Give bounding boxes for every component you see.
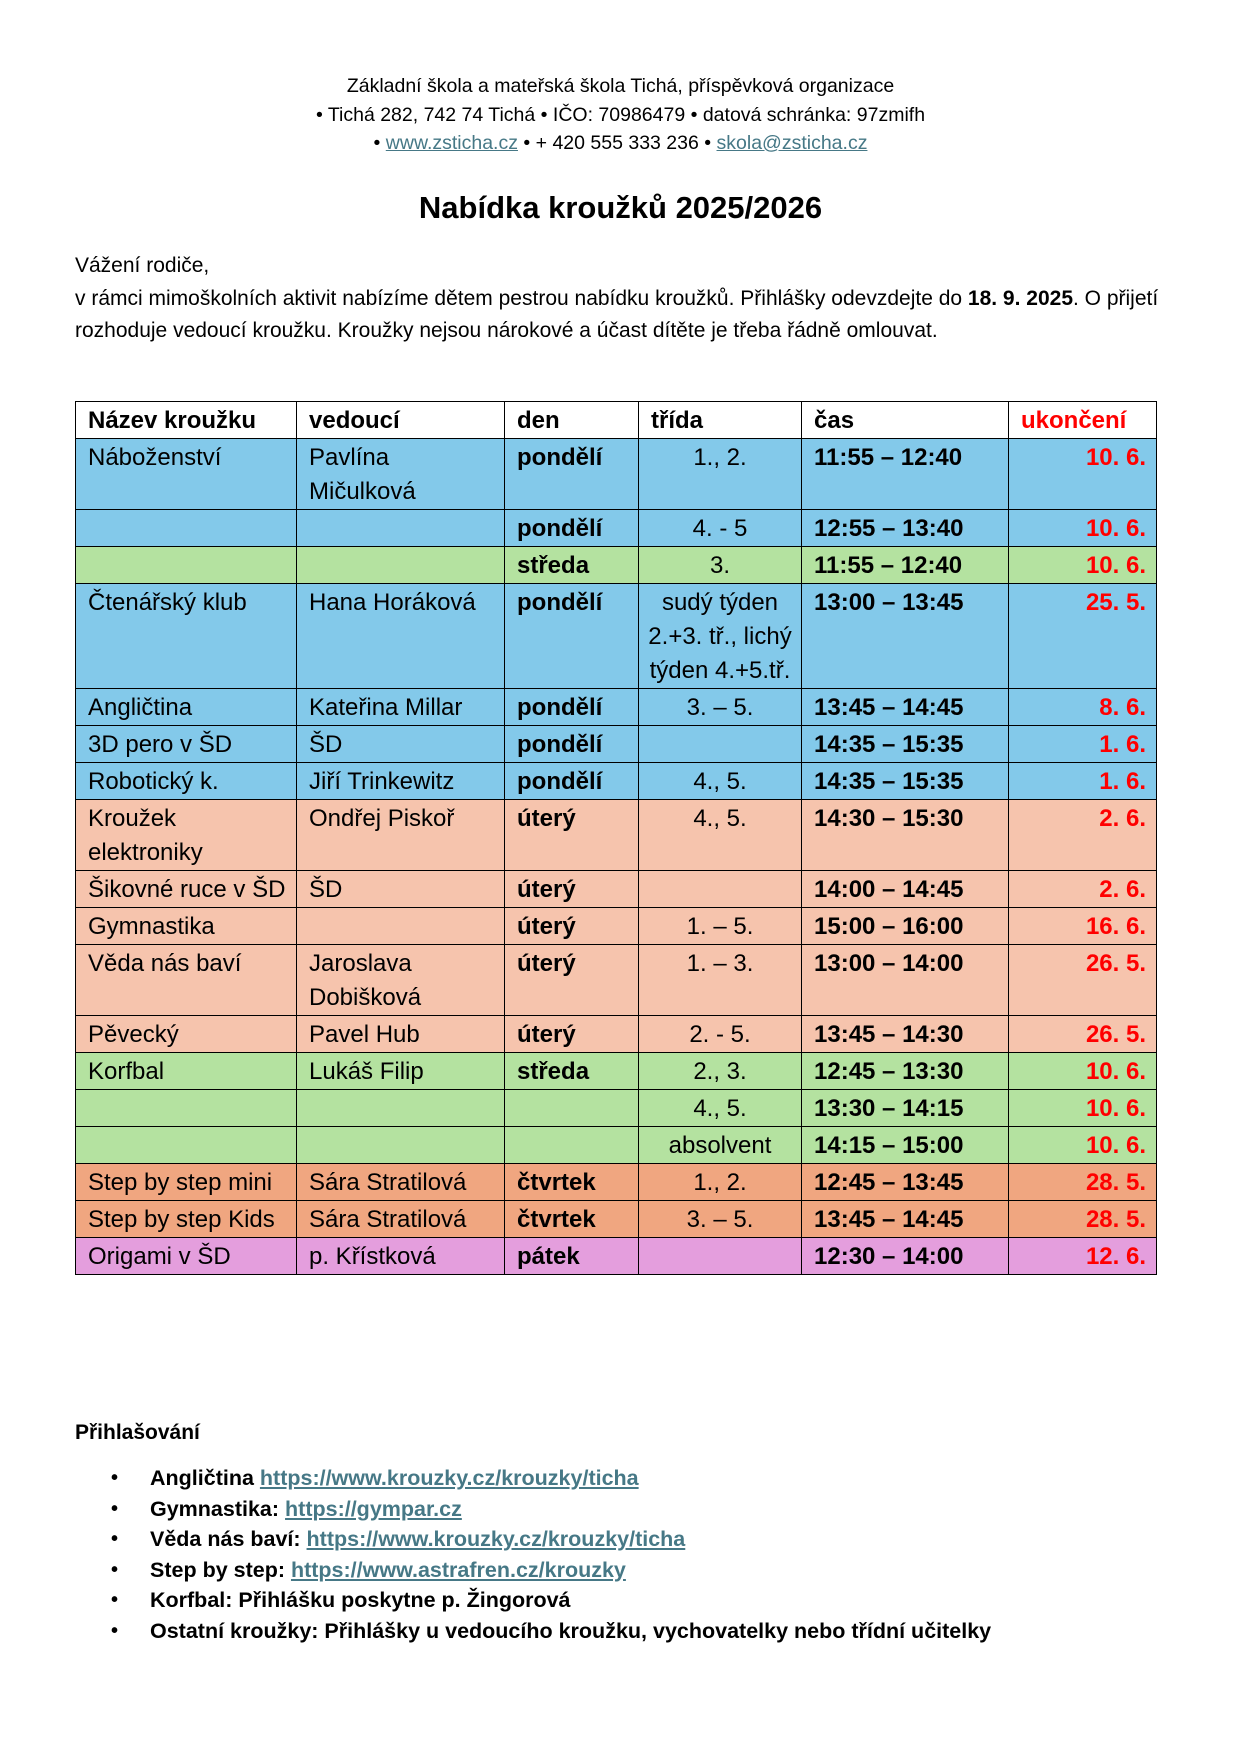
club-leader: Ondřej Piskoř (297, 800, 505, 871)
club-name: Korfbal (76, 1053, 297, 1090)
club-time: 14:00 – 14:45 (802, 871, 1009, 908)
registration-link[interactable]: https://gympar.cz (285, 1496, 462, 1521)
intro-deadline: 18. 9. 2025 (967, 286, 1073, 310)
club-grade: 1., 2. (639, 1164, 802, 1201)
table-row (76, 908, 1157, 945)
registration-list (75, 1463, 991, 1646)
table-row (76, 584, 1157, 689)
bullet-icon: • (111, 1589, 119, 1611)
club-name: Step by step mini (76, 1164, 297, 1201)
club-end: 28. 5. (1009, 1164, 1157, 1201)
club-grade: 1. – 5. (639, 908, 802, 945)
club-grade: 1., 2. (639, 439, 802, 510)
list-item (75, 1616, 991, 1647)
email-link[interactable]: skola@zsticha.cz (716, 132, 868, 154)
club-time: 14:30 – 15:30 (802, 800, 1009, 871)
club-leader: Hana Horáková (297, 584, 505, 689)
club-day: úterý (505, 1016, 639, 1053)
club-name (76, 510, 297, 547)
table-row (76, 726, 1157, 763)
intro-text-part1: v rámci mimoškolních aktivit nabízíme dětem pestrou nabídku kroužků. Přihlášky odevzdejte do (75, 286, 968, 310)
club-grade: 3. (639, 547, 802, 584)
club-time: 12:30 – 14:00 (802, 1238, 1009, 1275)
club-time: 13:45 – 14:30 (802, 1016, 1009, 1053)
school-address: • Tichá 282, 742 74 Tichá • IČO: 70986479 • datová schránka: 97zmifh (315, 103, 926, 126)
club-time: 13:45 – 14:45 (802, 689, 1009, 726)
club-name: Origami v ŠD (76, 1238, 297, 1275)
club-day: pondělí (505, 510, 639, 547)
table-row (76, 1053, 1157, 1090)
club-leader: ŠD (297, 726, 505, 763)
club-name: Čtenářský klub (76, 584, 297, 689)
table-row (76, 1201, 1157, 1238)
club-end: 10. 6. (1009, 1127, 1157, 1164)
list-item (75, 1463, 991, 1494)
school-contacts (0, 129, 1241, 158)
club-grade (639, 726, 802, 763)
club-name: Robotický k. (76, 763, 297, 800)
bullet-icon: • (111, 1467, 119, 1489)
list-item (75, 1524, 991, 1555)
phone-text: • + 420 555 333 236 • (517, 132, 717, 154)
list-item (75, 1494, 991, 1525)
intro-paragraph (75, 283, 1175, 348)
club-time: 13:00 – 13:45 (802, 584, 1009, 689)
table-row (76, 800, 1157, 871)
club-end: 10. 6. (1009, 510, 1157, 547)
header-name: Název kroužku (76, 402, 297, 439)
table-row (76, 1090, 1157, 1127)
club-end: 8. 6. (1009, 689, 1157, 726)
page-title: Nabídka kroužků 2025/2026 (418, 190, 823, 225)
club-end: 1. 6. (1009, 726, 1157, 763)
registration-link[interactable]: https://www.krouzky.cz/krouzky/ticha (306, 1527, 686, 1551)
club-day: pondělí (505, 726, 639, 763)
table-row (76, 945, 1157, 1016)
club-time: 14:15 – 15:00 (802, 1127, 1009, 1164)
club-time: 11:55 – 12:40 (802, 439, 1009, 510)
header-day: den (505, 402, 639, 439)
club-name (76, 1127, 297, 1164)
club-grade: 3. – 5. (639, 1201, 802, 1238)
club-day: středa (505, 1053, 639, 1090)
club-time: 14:35 – 15:35 (802, 763, 1009, 800)
club-time: 14:35 – 15:35 (802, 726, 1009, 763)
club-day: úterý (505, 945, 639, 1016)
registration-link[interactable]: https://www.astrafren.cz/krouzky (290, 1557, 626, 1582)
club-grade (639, 1238, 802, 1275)
club-name (76, 1090, 297, 1127)
club-end: 26. 5. (1009, 1016, 1157, 1053)
club-name: Kroužek elektroniky (76, 800, 297, 871)
registration-label: Step by step: (150, 1557, 291, 1582)
club-time: 12:45 – 13:45 (802, 1164, 1009, 1201)
club-grade: 2., 3. (639, 1053, 802, 1090)
club-day: čtvrtek (505, 1164, 639, 1201)
clubs-table (75, 401, 1157, 1275)
table-row (76, 439, 1157, 510)
club-leader: Sára Stratilová (297, 1164, 505, 1201)
table-row (76, 763, 1157, 800)
club-leader: Kateřina Millar (297, 689, 505, 726)
club-grade: 4., 5. (639, 1090, 802, 1127)
intro-text-part2: . O přijetí rozhoduje vedoucí kroužku. Kroužky nejsou nárokové a účast dítěte je třeba řádně omlouvat. (75, 286, 1159, 342)
registration-link[interactable]: https://www.krouzky.cz/krouzky/ticha (259, 1466, 639, 1490)
club-leader: Sára Stratilová (297, 1201, 505, 1238)
club-leader (297, 547, 505, 584)
club-end: 10. 6. (1009, 547, 1157, 584)
website-link[interactable]: www.zsticha.cz (385, 132, 518, 154)
club-time: 15:00 – 16:00 (802, 908, 1009, 945)
club-end: 28. 5. (1009, 1201, 1157, 1238)
school-name: Základní škola a mateřská škola Tichá, příspěvková organizace (346, 75, 895, 97)
club-time: 11:55 – 12:40 (802, 547, 1009, 584)
club-leader: Lukáš Filip (297, 1053, 505, 1090)
table-row (76, 1164, 1157, 1201)
club-name: Náboženství (76, 439, 297, 510)
registration-label: Angličtina (150, 1466, 260, 1490)
table-row (76, 547, 1157, 584)
club-grade: sudý týden 2.+3. tř., lichý týden 4.+5.tř. (639, 584, 802, 689)
club-name: Step by step Kids (76, 1201, 297, 1238)
club-day: pondělí (505, 689, 639, 726)
table-row (76, 1238, 1157, 1275)
club-leader: Pavel Hub (297, 1016, 505, 1053)
club-day: pondělí (505, 439, 639, 510)
club-day: pátek (505, 1238, 639, 1275)
club-name: Pěvecký (76, 1016, 297, 1053)
club-grade: 4., 5. (639, 800, 802, 871)
club-day: pondělí (505, 584, 639, 689)
club-leader: Pavlína Mičulková (297, 439, 505, 510)
club-name: Gymnastika (76, 908, 297, 945)
club-end: 25. 5. (1009, 584, 1157, 689)
list-item (75, 1555, 991, 1586)
list-item (75, 1585, 991, 1616)
club-time: 12:45 – 13:30 (802, 1053, 1009, 1090)
club-day: úterý (505, 908, 639, 945)
club-grade: 2. - 5. (639, 1016, 802, 1053)
club-name: 3D pero v ŠD (76, 726, 297, 763)
club-end: 2. 6. (1009, 871, 1157, 908)
table-row (76, 1127, 1157, 1164)
intro-text (75, 250, 1175, 348)
club-grade: 4., 5. (639, 763, 802, 800)
club-leader: Jaroslava Dobišková (297, 945, 505, 1016)
club-time: 12:55 – 13:40 (802, 510, 1009, 547)
intro-greeting: Vážení rodiče, (75, 254, 210, 277)
club-day: úterý (505, 800, 639, 871)
registration-label: Věda nás baví: (150, 1527, 307, 1551)
club-grade (639, 871, 802, 908)
club-leader (297, 1127, 505, 1164)
club-end: 16. 6. (1009, 908, 1157, 945)
registration-label: Korfbal: Přihlášku poskytne p. Žingorová (150, 1588, 571, 1612)
club-end: 2. 6. (1009, 800, 1157, 871)
club-end: 10. 6. (1009, 439, 1157, 510)
table-row (76, 510, 1157, 547)
registration-label: Gymnastika: (150, 1496, 286, 1521)
contact-bullet: • (373, 132, 381, 154)
club-grade: 1. – 3. (639, 945, 802, 1016)
bullet-icon: • (111, 1558, 119, 1581)
club-time: 13:45 – 14:45 (802, 1201, 1009, 1238)
registration-label: Ostatní kroužky: Přihlášky u vedoucího kroužku, vychovatelky nebo třídní učitelky (150, 1618, 992, 1643)
header-grade: třída (639, 402, 802, 439)
club-end: 10. 6. (1009, 1053, 1157, 1090)
club-leader: Jiří Trinkewitz (297, 763, 505, 800)
club-leader (297, 510, 505, 547)
club-leader (297, 908, 505, 945)
bullet-icon: • (111, 1528, 119, 1550)
club-leader: ŠD (297, 871, 505, 908)
bullet-icon: • (111, 1619, 119, 1642)
club-day: středa (505, 547, 639, 584)
club-day: čtvrtek (505, 1201, 639, 1238)
club-day: pondělí (505, 763, 639, 800)
club-end: 12. 6. (1009, 1238, 1157, 1275)
club-time: 13:30 – 14:15 (802, 1090, 1009, 1127)
bullet-icon: • (111, 1497, 119, 1520)
club-grade: 4. - 5 (639, 510, 802, 547)
club-name: Angličtina (76, 689, 297, 726)
club-day (505, 1090, 639, 1127)
club-time: 13:00 – 14:00 (802, 945, 1009, 1016)
club-grade: absolvent (639, 1127, 802, 1164)
club-name: Šikovné ruce v ŠD (76, 871, 297, 908)
club-leader (297, 1090, 505, 1127)
header-end: ukončení (1009, 402, 1157, 439)
school-header (0, 72, 1241, 158)
club-day: úterý (505, 871, 639, 908)
table-row (76, 871, 1157, 908)
club-end: 26. 5. (1009, 945, 1157, 1016)
club-end: 10. 6. (1009, 1090, 1157, 1127)
table-row (76, 1016, 1157, 1053)
club-end: 1. 6. (1009, 763, 1157, 800)
club-name: Věda nás baví (76, 945, 297, 1016)
registration-title: Přihlašování (75, 1421, 200, 1444)
header-leader: vedoucí (297, 402, 505, 439)
table-header-row (76, 402, 1157, 439)
table-row (76, 689, 1157, 726)
club-day (505, 1127, 639, 1164)
club-leader: p. Křístková (297, 1238, 505, 1275)
club-name (76, 547, 297, 584)
club-grade: 3. – 5. (639, 689, 802, 726)
header-time: čas (802, 402, 1009, 439)
